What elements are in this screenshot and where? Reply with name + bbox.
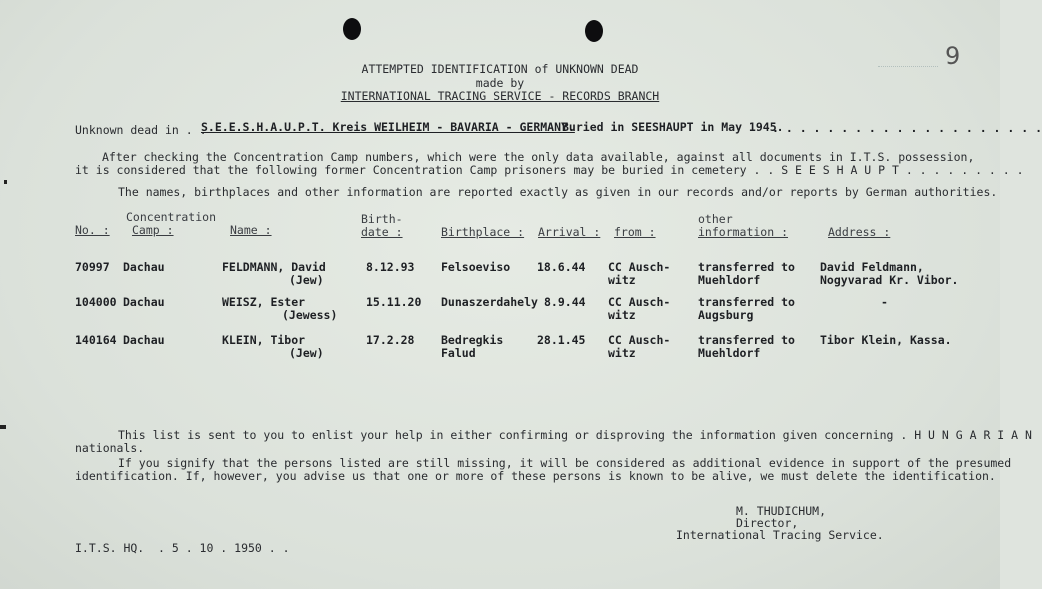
cell-arrival: 8.9.44 [544,295,586,309]
cell-from-2: witz [608,346,636,360]
cell-no: 104000 [75,295,117,309]
cell-camp: Dachau [123,333,165,347]
punch-hole-right [585,20,603,42]
cell-from-2: witz [608,308,636,322]
cell-address: David Feldmann, [820,260,924,274]
closing-line-2: nationals. [75,441,145,455]
cell-name: KLEIN, Tibor [222,333,306,347]
page-number: 9 [945,42,961,70]
margin-mark [4,180,7,184]
signature-name: M. THUDICHUM, [736,504,827,518]
closing-line-1: This list is sent to you to enlist your help in either confirming or disproving the information given concerning . H U N G A R I A N [118,428,1032,442]
col-header-from: from : [614,225,656,239]
cell-other-2: Augsburg [698,308,754,322]
cell-birthplace: Bedregkis [441,333,504,347]
cell-name-note: (Jew) [289,273,324,287]
unknown-dead-prefix: Unknown dead in . . [75,123,207,137]
cell-from: CC Ausch- [608,295,671,309]
col-header-name: Name : [230,223,272,237]
cell-birthdate: 15.11.20 [366,295,422,309]
cell-address: Tibor Klein, Kassa. [820,333,952,347]
cell-camp: Dachau [123,260,165,274]
punch-hole-left [343,18,361,40]
cell-name-note: (Jew) [289,346,324,360]
cell-address: - [881,295,888,309]
signature-org: International Tracing Service. [676,528,884,542]
cell-from: CC Ausch- [608,260,671,274]
cell-no: 140164 [75,333,117,347]
cell-from: CC Ausch- [608,333,671,347]
closing-line-4: identification. If, however, you advise us that one or more of these persons is known to be alive, we must delete the identification. [75,469,996,483]
cell-no: 70997 [75,260,110,274]
cell-birthdate: 8.12.93 [366,260,415,274]
col-header-other-top: other [698,212,733,226]
signature-title: Director, [736,516,799,530]
intro-line-3: The names, birthplaces and other information are reported exactly as given in our records and/or reports by German authorities. [118,185,998,199]
cell-arrival: 18.6.44 [537,260,586,274]
cell-birthplace: Dunaszerdahely [441,295,538,309]
cell-birthplace: Felsoeviso [441,260,511,274]
closing-line-3: If you signify that the persons listed are still missing, it will be considered as additional evidence in support of the presumed [118,456,1012,470]
cell-birthdate: 17.2.28 [366,333,415,347]
page-number-scribble [878,48,938,67]
cell-birthplace-2: Falud [441,346,476,360]
cell-other: transferred to [698,333,795,347]
col-header-other: information : [698,225,789,239]
col-header-birthplace: Birthplace : [441,225,525,239]
col-header-no: No. : [75,223,110,237]
footer-label: I.T.S. HQ. [75,541,145,555]
col-header-address: Address : [828,225,891,239]
cell-other: transferred to [698,295,795,309]
header-title: ATTEMPTED IDENTIFICATION of UNKNOWN DEAD [361,62,639,76]
cell-other-2: Muehldorf [698,346,761,360]
cell-from-2: witz [608,273,636,287]
intro-line-1: After checking the Concentration Camp numbers, which were the only data available, against all documents in I.T.S. possession, [102,150,975,164]
margin-mark [0,425,6,429]
cell-address-2: Nogyvarad Kr. Vibor. [820,273,959,287]
dot-leader: . . . . . . . . . . . . . . . . . . . . [772,121,1042,135]
cell-camp: Dachau [123,295,165,309]
col-header-birthdate: date : [361,225,403,239]
header-made-by: made by [475,76,525,90]
footer-date: . 5 . 10 . 1950 . . [158,541,290,555]
col-header-birth-top: Birth- [361,212,403,226]
cell-other: transferred to [698,260,795,274]
cell-name: FELDMANN, David [222,260,326,274]
col-header-camp: Camp : [132,223,174,237]
header-org: INTERNATIONAL TRACING SERVICE - RECORDS BRANCH [340,89,660,103]
unknown-dead-place: S.E.E.S.H.A.U.P.T. Kreis WEILHEIM - BAVARIA - GERMANY. [201,120,575,134]
cell-name-note: (Jewess) [282,308,338,322]
col-header-camp-top: Concentration [126,210,217,224]
cell-arrival: 28.1.45 [537,333,586,347]
cell-name: WEISZ, Ester [222,295,306,309]
cell-other-2: Muehldorf [698,273,761,287]
burial-place: Buried in SEESHAUPT in May 1945. [562,120,784,134]
col-header-arrival: Arrival : [538,225,601,239]
intro-line-2: it is considered that the following former Concentration Camp prisoners may be buried in cemetery . . S E E S H A U P T . . . . . . . . . [75,163,1024,177]
